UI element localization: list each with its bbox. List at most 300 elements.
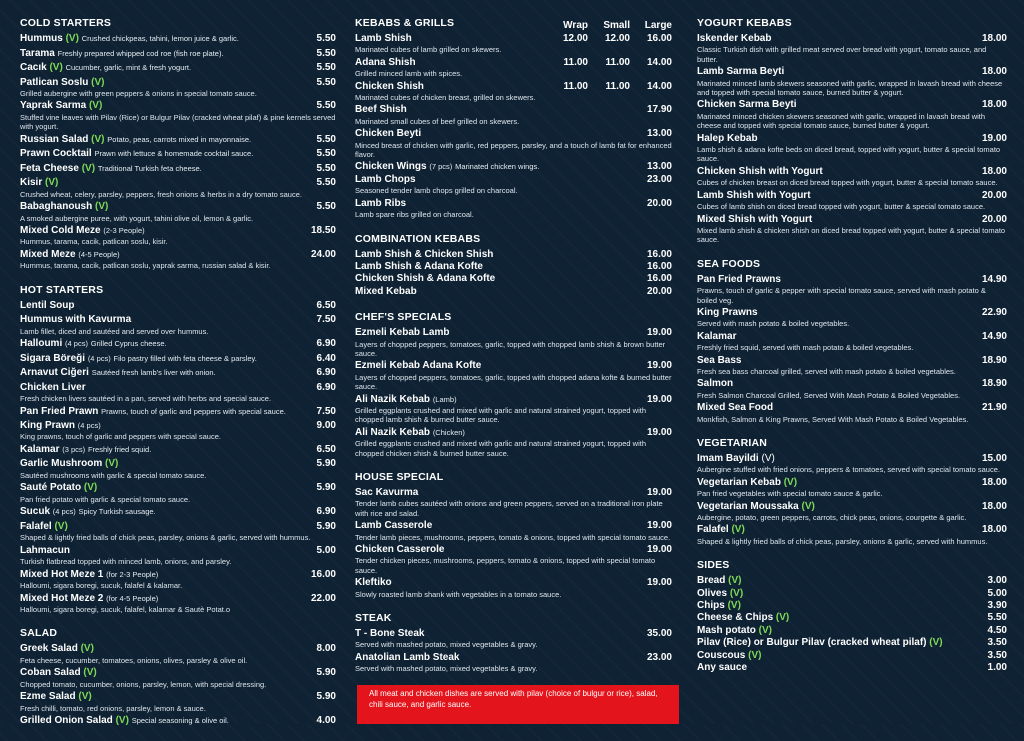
item-count: (4-5 People) (78, 249, 120, 259)
price-small: 11.00 (605, 80, 630, 92)
item-price: 5.50 (316, 33, 336, 44)
item-description: Halloumi, sigara boregi, sucuk, falafel, kalamar & Sautè Potat.o (20, 604, 231, 614)
item-name: Mixed Cold Meze (20, 225, 101, 237)
menu-item (20, 201, 336, 223)
item-price: 16.00 (646, 273, 672, 285)
item-price: 15.00 (981, 453, 1007, 464)
menu-item (355, 544, 672, 575)
menu-item-row (20, 482, 336, 494)
item-name-group (20, 353, 257, 365)
menu-item-row (20, 100, 336, 112)
menu-item-row (355, 104, 672, 116)
item-price: 9.00 (316, 420, 336, 432)
vegetarian-mark: (V) (731, 524, 745, 536)
item-description: Stuffed vine leaves with Pilav (Rice) or Bulgur Pilav (cracked wheat pilaf) & pine kernels served with yogurt. (20, 112, 336, 132)
item-name-group (20, 444, 151, 456)
item-name: Chips (697, 600, 725, 612)
item-name: Lentil Soup (20, 299, 75, 311)
item-price: 6.50 (316, 443, 336, 455)
item-name-group (20, 382, 86, 394)
item-price: 5.90 (316, 667, 336, 679)
item-description: Hummus, tarama, cacik, patlican soslu, kisir. (20, 237, 168, 247)
item-name-group (697, 575, 741, 587)
item-name-group (355, 286, 417, 298)
price-wrap: 11.00 (563, 80, 588, 92)
item-description: Pan fried vegetables with special tomato sauce & garlic. (697, 489, 883, 499)
menu-item-row (20, 177, 336, 189)
item-name-group (355, 628, 424, 640)
menu-item-row (20, 148, 336, 160)
item-name: Mash potato (697, 624, 756, 636)
menu-item (697, 524, 1007, 546)
item-name-group (697, 524, 745, 536)
vegetarian-mark: (V) (727, 600, 741, 612)
menu-item-row (355, 261, 672, 273)
item-description: Chopped tomato, cucumber, onions, parsley, lemon, with special dressing. (20, 679, 267, 689)
item-name-group (697, 378, 733, 390)
item-description: Minced breast of chicken with garlic, red peppers, parsley, and a touch of lamb fat for enhanced flavor. (355, 140, 672, 160)
item-name-group (355, 520, 432, 532)
item-name-group (20, 643, 94, 655)
item-price: 6.90 (316, 367, 336, 379)
menu-item (20, 545, 336, 567)
menu-item-row (20, 338, 336, 350)
item-description: Tender lamb pieces, mushrooms, peppers, tomato & onions, topped with special tomato sauce. (355, 532, 671, 542)
item-count: (4 pcs) (87, 353, 111, 363)
item-price: 18.00 (981, 524, 1007, 536)
vegetarian-mark: (V) (105, 458, 119, 470)
item-price: 5.50 (316, 47, 336, 59)
item-description: Hummus, tarama, cacik, patlican soslu, yaprak sarma, russian salad & kisir. (20, 261, 271, 271)
item-price: 18.00 (981, 165, 1007, 177)
item-description: Fresh Salmon Charcoal Grilled, Served With Mash Potato & Boiled Vegetables. (697, 390, 961, 400)
menu-item (697, 355, 1007, 377)
item-price: 19.00 (646, 544, 672, 556)
item-name-group (697, 307, 758, 319)
salad-list (20, 643, 336, 727)
item-name: Adana Shish (355, 56, 416, 68)
vegetarian-mark: (V) (54, 520, 68, 532)
item-name: Lamb Shish with Yogurt (697, 189, 811, 201)
menu-item-row (355, 327, 672, 339)
menu-item (697, 662, 1007, 674)
menu-item-row (20, 521, 336, 533)
menu-item-row (20, 715, 336, 727)
vegetarian-mark: (V) (65, 33, 79, 44)
item-name-group (20, 48, 224, 60)
item-description: Grilled eggplants crushed and mixed with garlic and natural strained yogurt, topped with chopped chicken shish & burned butter sauce. (355, 439, 646, 458)
item-name-group (697, 331, 736, 343)
item-price: 6.90 (316, 506, 336, 518)
item-inline-desc: Potato, peas, carrots mixed in mayonnaise. (107, 134, 252, 144)
item-description: Shaped & lightly fried balls of chick peas, parsley, onions & garlic, served with hummus. (697, 536, 988, 546)
size-headers (546, 20, 672, 31)
item-name: Ezmeli Kebab Lamb (355, 327, 450, 339)
item-price: 5.50 (316, 62, 336, 73)
menu-item (20, 444, 336, 456)
item-price: 6.50 (316, 299, 336, 311)
menu-item (697, 402, 1007, 424)
menu-item-row (20, 667, 336, 679)
item-price: 20.00 (981, 213, 1007, 225)
item-name-group (20, 545, 70, 557)
menu-item-row (355, 198, 672, 210)
item-count: (4 pcs) (77, 421, 101, 431)
item-name: Lamb Shish (355, 33, 412, 44)
menu-item-row (355, 161, 672, 173)
menu-item (355, 360, 672, 391)
item-name-group (355, 427, 465, 439)
menu-item (355, 104, 672, 126)
steak-list (355, 628, 672, 674)
item-description: A smoked aubergine puree, with yogurt, tahini olive oil, lemon & garlic. (20, 213, 254, 223)
vegetarian-mark: (V) (83, 667, 97, 679)
menu-item-row (355, 286, 672, 298)
item-description: Pan fried potato with garlic & special tomato sauce. (20, 494, 191, 504)
item-name-group (20, 314, 131, 326)
menu-item-row (20, 300, 336, 312)
menu-item (20, 667, 336, 689)
item-name: Tarama (20, 47, 55, 59)
menu-item (20, 338, 336, 350)
menu-item-row (20, 458, 336, 470)
menu-item-row (697, 307, 1007, 319)
menu-item-row (20, 569, 336, 581)
item-description: Tender chicken pieces, mushrooms, peppers, tomato & onions, topped with special tomato sauce. (355, 556, 656, 575)
item-name-group (20, 33, 239, 45)
item-description: Halloumi, sigara boregi, sucuk, falafel & kalamar. (20, 581, 183, 590)
size-header-large: Large (644, 19, 672, 31)
menu-item-row (697, 612, 1007, 624)
menu-item-row (697, 190, 1007, 202)
item-price: 7.50 (316, 405, 336, 417)
item-inline-desc: Filo pastry filled with feta cheese & parsley. (113, 353, 257, 363)
menu-item (697, 378, 1007, 400)
menu-item-row (355, 520, 672, 532)
item-name: Chicken Shish & Adana Kofte (355, 273, 496, 285)
item-price: 19.00 (646, 393, 672, 405)
item-description: Crushed wheat, celery, parsley, peppers, fresh onions & herbs in a dry tomato sauce. (20, 189, 302, 199)
item-price: 16.00 (646, 248, 672, 260)
price-large: 14.00 (646, 80, 672, 92)
menu-item (20, 314, 336, 336)
item-count: (for 4-5 People) (106, 593, 159, 603)
item-name: Vegetarian Moussaka (697, 500, 799, 512)
item-price: 3.90 (987, 600, 1007, 612)
item-description: Lamb spare ribs grilled on charcoal. (355, 210, 474, 220)
menu-item (20, 367, 336, 379)
item-name-group (20, 506, 156, 518)
item-name: Pan Fried Prawn (20, 405, 99, 417)
item-name: Sea Bass (697, 354, 742, 366)
menu-item (20, 406, 336, 418)
menu-item-row (697, 378, 1007, 390)
item-name: Lamb Casserole (355, 520, 433, 532)
menu-item (20, 593, 336, 615)
item-price: 19.00 (981, 132, 1007, 144)
item-count: (4 pcs) (65, 339, 88, 349)
item-name: Lamb Shish & Adana Kofte (355, 260, 483, 272)
vegetarian-mark: (V) (729, 587, 744, 599)
item-name-group (697, 214, 812, 226)
item-inline-desc: Crushed chickpeas, tahini, lemon juice & garlic. (81, 34, 239, 43)
vegetarian-mark: (V) (81, 162, 96, 174)
item-price: 3.00 (987, 575, 1007, 587)
menu-item (20, 48, 336, 60)
menu-item (20, 225, 336, 247)
item-description: Seasoned tender lamb chops grilled on charcoal. (355, 186, 518, 196)
item-name: Halep Kebab (697, 132, 758, 144)
item-price: 22.00 (310, 592, 336, 604)
item-price: 5.00 (987, 587, 1007, 599)
item-price: 18.90 (981, 354, 1007, 366)
item-price: 13.00 (646, 161, 672, 173)
menu-item (20, 249, 336, 271)
item-name: Hummus (20, 33, 63, 44)
item-name-group (697, 274, 781, 286)
item-price: 7.50 (316, 314, 336, 326)
menu-item (697, 214, 1007, 245)
menu-item-row (697, 625, 1007, 637)
menu-item (355, 57, 672, 79)
menu-item-row (697, 650, 1007, 662)
price-wrap: 12.00 (562, 33, 588, 44)
item-price: 5.90 (316, 520, 336, 532)
item-name-group (20, 225, 145, 237)
item-name: Kleftiko (355, 577, 392, 589)
menu-item-row (20, 593, 336, 605)
item-price: 5.90 (316, 691, 336, 703)
vegetarian-mark: (V) (45, 177, 59, 189)
vegetarian-mark: (V) (761, 453, 775, 464)
item-price: 16.00 (646, 260, 672, 272)
menu-item (355, 427, 672, 458)
menu-item (355, 261, 672, 273)
item-prices (546, 81, 672, 93)
item-name-group (697, 402, 773, 414)
menu-item-row (20, 367, 336, 379)
item-name: Patlican Soslu (20, 76, 89, 88)
menu-item (20, 100, 336, 131)
menu-item (697, 650, 1007, 662)
item-price: 19.00 (646, 426, 672, 438)
item-price: 20.00 (646, 197, 672, 209)
item-price: 5.90 (316, 458, 336, 470)
vegetarian-mark: (V) (801, 500, 815, 512)
price-wrap: 11.00 (563, 56, 588, 68)
item-name-group (20, 482, 97, 494)
item-description: Lamb shish & adana kofte beds on diced bread, topped with yogurt, butter & special tomato sauce. (697, 145, 1001, 164)
menu-item-row (355, 652, 672, 664)
item-name: Lahmacun (20, 544, 71, 556)
item-description: Fresh sea bass charcoal grilled, served with mash potato & boiled vegetables. (697, 366, 956, 376)
menu-item (697, 133, 1007, 164)
menu-item (20, 77, 336, 99)
item-name-group (697, 477, 797, 489)
menu-column-3 (697, 17, 1007, 741)
menu-item (355, 628, 672, 650)
item-price: 1.00 (987, 662, 1007, 674)
item-price: 3.50 (987, 637, 1007, 649)
item-price: 16.00 (310, 568, 336, 580)
item-description: King prawns, touch of garlic and peppers with special sauce. (20, 432, 221, 442)
menu-item-row (20, 314, 336, 326)
menu-item-row (20, 33, 336, 45)
menu-item (355, 33, 672, 55)
item-name: Olives (697, 587, 728, 599)
vegetarian-mark: (V) (775, 612, 790, 624)
menu-item-row (355, 273, 672, 285)
item-name-group (20, 338, 167, 350)
combination-list (355, 249, 672, 299)
item-inline-desc: Freshly prepared whipped cod roe (fish roe plate). (57, 48, 224, 58)
menu-item (355, 652, 672, 674)
item-price: 4.50 (987, 624, 1007, 636)
menu-item-row (697, 331, 1007, 343)
item-name-group (697, 600, 741, 612)
menu-item-row (697, 588, 1007, 600)
vegetarian-mark: (V) (929, 637, 943, 649)
item-name-group (20, 406, 286, 418)
menu-item (20, 482, 336, 504)
item-name: King Prawns (697, 306, 758, 318)
menu-item-row (355, 628, 672, 640)
item-description: Grilled aubergine with green peppers & onions in special tomato sauce. (20, 88, 257, 98)
menu-item-row (355, 249, 672, 261)
item-price: 18.00 (981, 99, 1007, 111)
section-title: SEA FOODS (697, 257, 761, 270)
menu-item-row (355, 57, 672, 69)
item-name: Bread (697, 575, 726, 587)
menu-item-row (20, 406, 336, 418)
item-name-group (20, 249, 120, 261)
item-prices (546, 57, 672, 69)
item-description: Freshly fried squid, served with mash potato & boiled vegetables. (697, 343, 914, 353)
item-price: 6.90 (316, 338, 336, 350)
item-name: Mixed Sea Food (697, 402, 774, 414)
item-description: Prawns, touch of garlic & pepper with special tomato sauce, served with mash potato & boiled veg. (697, 286, 986, 305)
menu-item (697, 307, 1007, 329)
item-name: Prawn Cocktail (20, 148, 92, 160)
menu-item-row (697, 477, 1007, 489)
item-name-group (355, 104, 407, 116)
menu-item-row (20, 48, 336, 60)
item-name: Salmon (697, 378, 734, 390)
item-name-group (355, 544, 445, 556)
item-name: King Prawn (20, 420, 76, 432)
item-name: Chicken Sarma Beyti (697, 99, 797, 111)
menu-item-row (697, 662, 1007, 674)
menu-item-row (697, 133, 1007, 145)
item-description: Classic Turkish dish with grilled meat served over bread with yogurt, tomato sauce, and butter. (697, 45, 987, 64)
menu-item-row (20, 506, 336, 518)
menu-item (20, 148, 336, 160)
item-price: 6.40 (316, 352, 336, 364)
menu-item-row (697, 99, 1007, 111)
item-price: 5.50 (316, 76, 336, 88)
menu-item-row (697, 600, 1007, 612)
item-inline-desc: Marinated chicken wings. (455, 162, 540, 172)
item-description: Served with mashed potato, mixed vegetables & gravy. (355, 640, 538, 650)
item-name-group (20, 715, 229, 727)
price-small: 11.00 (605, 56, 630, 68)
item-name: Beef Shish (355, 104, 407, 116)
item-name: Mixed Shish with Yogurt (697, 213, 813, 225)
item-description: Fresh chilli, tomato, red onions, parsley, lemon & sauce. (20, 703, 206, 713)
item-name: Lamb Chops (355, 173, 416, 185)
item-price: 19.00 (646, 360, 672, 372)
item-price: 23.00 (646, 173, 672, 185)
menu-item (355, 487, 672, 518)
item-count: (for 2-3 People) (106, 569, 159, 579)
item-name-group (20, 134, 251, 146)
item-price: 18.00 (981, 500, 1007, 512)
menu-item-row (20, 545, 336, 557)
menu-item-row (697, 355, 1007, 367)
item-name: Mixed Hot Meze 1 (20, 568, 104, 580)
item-name: Chicken Wings (355, 161, 427, 173)
item-name: Anatolian Lamb Steak (355, 651, 460, 663)
section-title: COLD STARTERS (20, 17, 112, 29)
item-price: 21.90 (981, 402, 1007, 414)
cold-starters-list (20, 33, 336, 271)
item-name-group (355, 249, 493, 261)
menu-item-row (355, 577, 672, 589)
item-name: Ali Nazik Kebab (355, 426, 431, 438)
item-name-group (355, 487, 418, 499)
menu-item-row (355, 33, 672, 45)
item-price: 5.50 (316, 201, 336, 213)
menu-item (355, 198, 672, 220)
item-name: Lamb Ribs (355, 197, 407, 209)
kebabs-list (355, 33, 672, 220)
item-name: Arnavut Ciğeri (20, 367, 89, 379)
item-name-group (355, 327, 449, 339)
item-description: Fresh chicken livers sautéed in a pan, served with herbs and special sauce. (20, 394, 271, 404)
menu-item (20, 506, 336, 518)
item-name: Ezmeli Kebab Adana Kofte (355, 360, 482, 372)
sea-foods-list (697, 274, 1007, 424)
item-description: Cubes of chicken breast on diced bread topped with yogurt, butter & special tomato sauce. (697, 178, 998, 188)
vegetarian-mark: (V) (88, 100, 103, 112)
menu-item (697, 612, 1007, 624)
vegetarian-mark: (V) (80, 643, 94, 655)
item-price: 35.00 (646, 628, 672, 640)
item-name: Halloumi (20, 338, 63, 350)
item-price: 19.00 (646, 327, 672, 339)
menu-item (697, 66, 1007, 97)
menu-item-row (355, 128, 672, 140)
item-name: Russian Salad (20, 133, 89, 145)
item-name-group (20, 667, 97, 679)
item-price: 5.50 (316, 133, 336, 145)
menu-item (20, 382, 336, 404)
menu-item-row (20, 134, 336, 146)
menu-item-row (355, 360, 672, 372)
section-title: COMBINATION KEBABS (355, 232, 481, 245)
menu-item (355, 577, 672, 599)
item-price: 18.00 (981, 66, 1007, 78)
menu-item (20, 33, 336, 45)
item-description: Aubergine, potato, green peppers, carrots, chick peas, onions, courgette & garlic. (697, 513, 967, 523)
item-name: Falafel (20, 520, 52, 532)
menu-item (20, 300, 336, 312)
menu-item-row (697, 575, 1007, 587)
item-name: Pilav (Rice) or Bulgur Pilav (cracked wheat pilaf) (697, 637, 927, 649)
item-description: Grilled minced lamb with spices. (355, 69, 463, 79)
item-inline-desc: Freshly fried squid. (87, 444, 152, 454)
item-name: Chicken Beyti (355, 128, 422, 140)
